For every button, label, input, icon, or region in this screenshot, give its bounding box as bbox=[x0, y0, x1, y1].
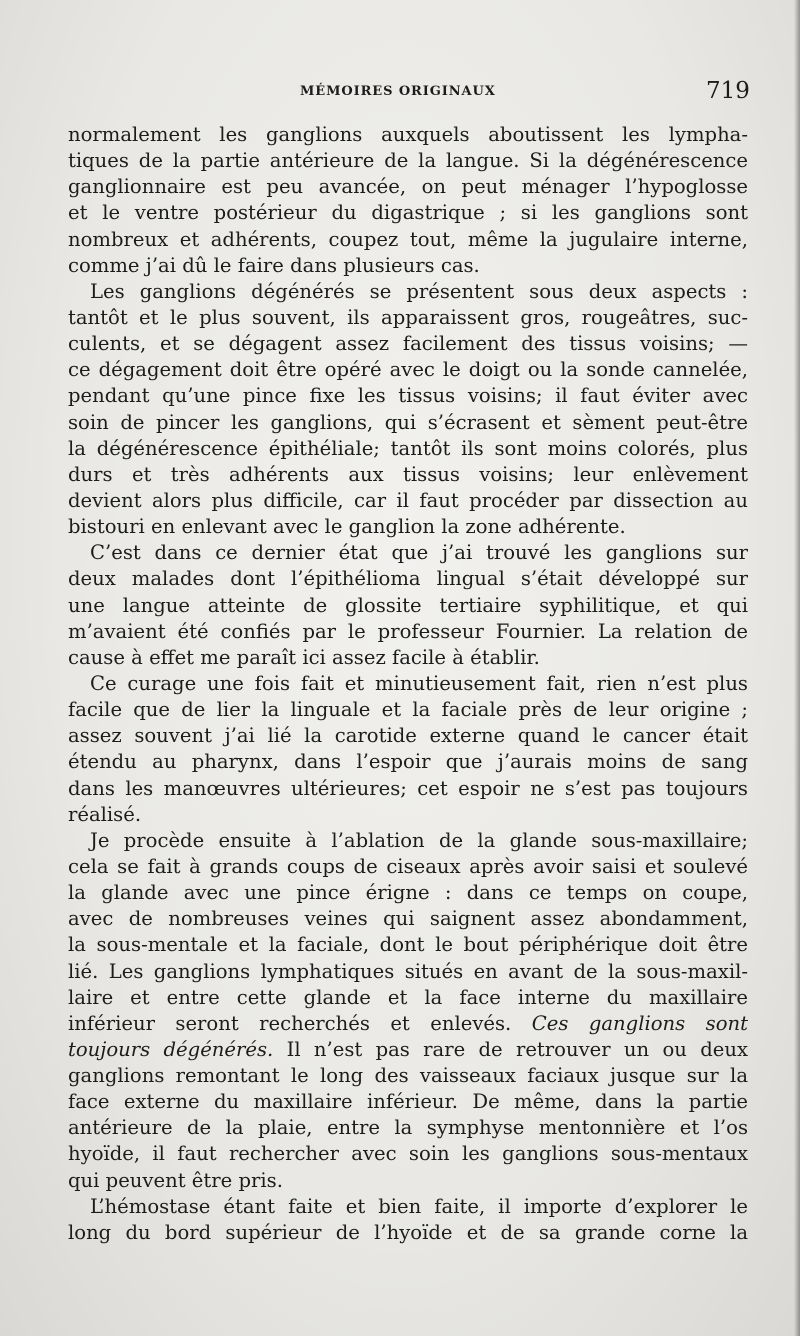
page-number: 719 bbox=[706, 78, 750, 104]
text-line: antérieure de la plaie, entre la symphyse mentonnière et l’os bbox=[68, 1116, 748, 1140]
text-line: bistouri en enlevant avec le ganglion la zone adhérente. bbox=[68, 515, 626, 539]
text-line: Je procède ensuite à l’ablation de la glande sous-maxillaire; bbox=[90, 828, 748, 852]
scan-edge-shadow bbox=[794, 0, 800, 1336]
page-header bbox=[0, 80, 800, 114]
text-line: étendu au pharynx, dans l’espoir que j’aurais moins de sang bbox=[68, 750, 748, 774]
text-line: avec de nombreuses veines qui saignent assez abondamment, bbox=[68, 907, 748, 931]
text-line: comme j’ai dû le faire dans plusieurs cas. bbox=[68, 253, 480, 277]
text-line: la glande avec une pince érigne : dans ce temps on coupe, bbox=[68, 881, 748, 905]
text-line: dans les manœuvres ultérieures; cet espoir ne s’est pas toujours bbox=[68, 776, 748, 800]
text-line: tiques de la partie antérieure de la langue. Si la dégénérescence bbox=[68, 149, 748, 173]
text-line: réalisé. bbox=[68, 802, 142, 826]
text-line: inférieur seront recherchés et enlevés. Ces ganglions sont bbox=[68, 1011, 748, 1035]
text-line: nombreux et adhérents, coupez tout, même la jugulaire interne, bbox=[68, 227, 748, 251]
text-line: m’avaient été confiés par le professeur Fournier. La relation de bbox=[68, 619, 748, 643]
text-line: ce dégagement doit être opéré avec le doigt ou la sonde cannelée, bbox=[68, 358, 748, 382]
text-line: la sous-mentale et la faciale, dont le bout périphérique doit être bbox=[68, 933, 748, 957]
text-line: pendant qu’une pince fixe les tissus voisins; il faut éviter avec bbox=[68, 384, 748, 408]
text-line: hyoïde, il faut rechercher avec soin les ganglions sous-mentaux bbox=[68, 1142, 748, 1166]
text-line: et le ventre postérieur du digastrique ; si les ganglions sont bbox=[68, 201, 748, 225]
text-line: soin de pincer les ganglions, qui s’écrasent et sèment peut-être bbox=[68, 410, 748, 434]
text-line: long du bord supérieur de l’hyoïde et de sa grande corne la bbox=[68, 1220, 748, 1244]
text-line: la dégénérescence épithéliale; tantôt ils sont moins colorés, plus bbox=[68, 436, 748, 460]
text-line: facile que de lier la linguale et la faciale près de leur origine ; bbox=[68, 698, 748, 722]
text-line: Les ganglions dégénérés se présentent sous deux aspects : bbox=[90, 279, 748, 303]
text-line: tantôt et le plus souvent, ils apparaissent gros, rougeâtres, suc- bbox=[68, 305, 748, 329]
text-line: durs et très adhérents aux tissus voisins; leur enlèvement bbox=[68, 462, 748, 486]
text-line: une langue atteinte de glossite tertiaire syphilitique, et qui bbox=[68, 593, 748, 617]
text-line: cause à effet me paraît ici assez facile à établir. bbox=[68, 645, 540, 669]
text-line: cela se fait à grands coups de ciseaux après avoir saisi et soulevé bbox=[68, 854, 748, 878]
text-line: toujours dégénérés. Il n’est pas rare de retrouver un ou deux bbox=[68, 1037, 748, 1061]
text-line: face externe du maxillaire inférieur. De même, dans la partie bbox=[68, 1090, 748, 1114]
text-line: lié. Les ganglions lymphatiques situés en avant de la sous-maxil- bbox=[68, 959, 748, 983]
text-line: devient alors plus difficile, car il faut procéder par dissection au bbox=[68, 488, 748, 512]
text-line: L’hémostase étant faite et bien faite, il importe d’explorer le bbox=[90, 1194, 748, 1218]
text-line: ganglions remontant le long des vaisseaux faciaux jusque sur la bbox=[68, 1064, 748, 1088]
running-head: MÉMOIRES ORIGINAUX bbox=[300, 84, 496, 99]
text-line: laire et entre cette glande et la face interne du maxillaire bbox=[68, 985, 748, 1009]
text-line: C’est dans ce dernier état que j’ai trouvé les ganglions sur bbox=[90, 541, 748, 565]
text-line: deux malades dont l’épithélioma lingual s’était développé sur bbox=[68, 567, 748, 591]
text-line: Ce curage une fois fait et minutieusement fait, rien n’est plus bbox=[90, 671, 748, 695]
body-text bbox=[68, 122, 748, 1246]
text-line: assez souvent j’ai lié la carotide externe quand le cancer était bbox=[68, 724, 748, 748]
text-line: culents, et se dégagent assez facilement des tissus voisins; — bbox=[68, 332, 748, 356]
text-line: qui peuvent être pris. bbox=[68, 1168, 283, 1192]
text-line: normalement les ganglions auxquels aboutissent les lympha- bbox=[68, 123, 748, 146]
text-line: ganglionnaire est peu avancée, on peut ménager l’hypoglosse bbox=[68, 175, 748, 199]
